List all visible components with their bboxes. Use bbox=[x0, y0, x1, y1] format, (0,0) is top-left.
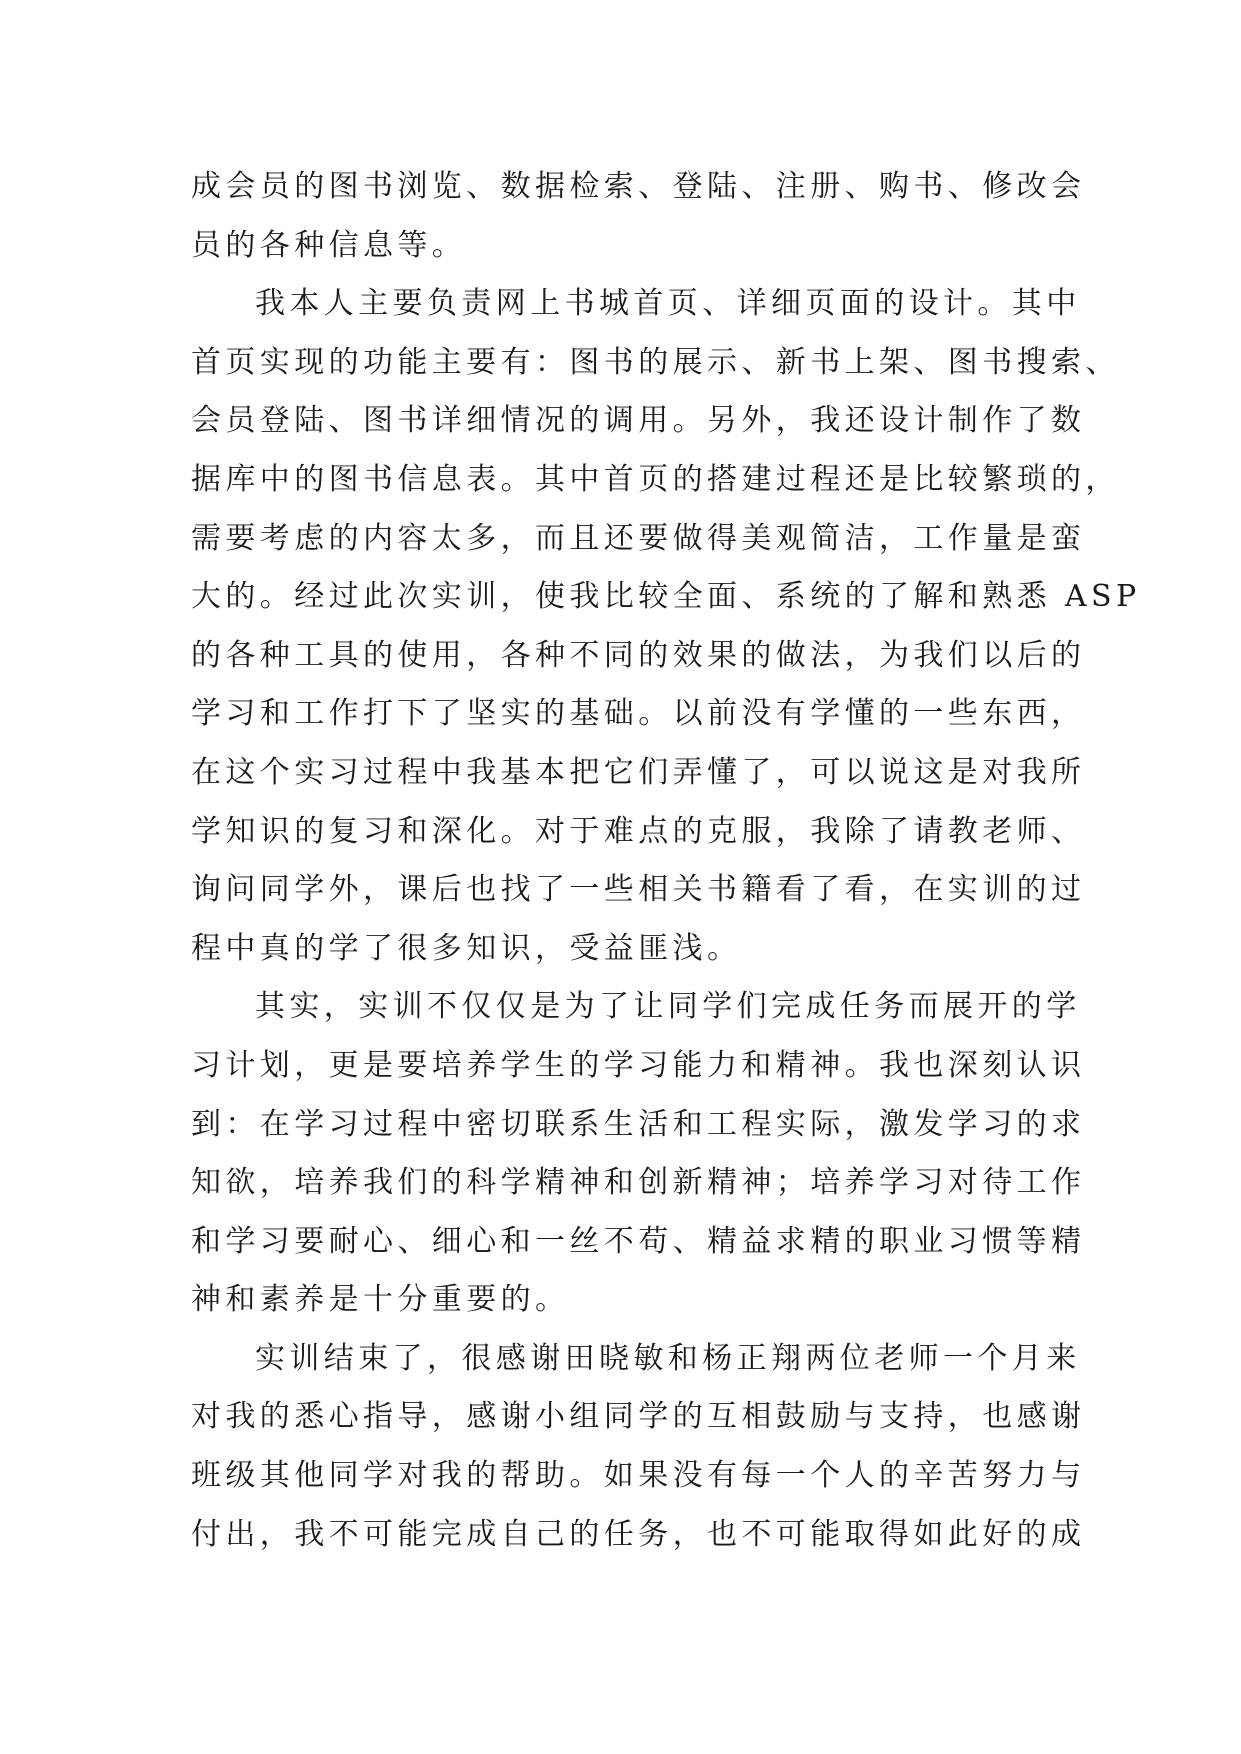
text-line: 神和素养是十分重要的。 bbox=[191, 1282, 570, 1318]
paragraph-start-line: 其实，实训不仅仅是为了让同学们完成任务而展开的学 bbox=[255, 989, 1081, 1025]
text-line: 首页实现的功能主要有：图书的展示、新书上架、图书搜索、 bbox=[191, 344, 1120, 380]
text-line: 会员登陆、图书详细情况的调用。另外，我还设计制作了数 bbox=[191, 403, 1086, 439]
paragraph-start-line: 实训结束了，很感谢田晓敏和杨正翔两位老师一个月来 bbox=[255, 1340, 1081, 1376]
paragraph-start-line: 我本人主要负责网上书城首页、详细页面的设计。其中 bbox=[255, 286, 1081, 322]
text-line: 付出，我不可能完成自己的任务，也不可能取得如此好的成 bbox=[191, 1516, 1086, 1552]
text-line: 学知识的复习和深化。对于难点的克服，我除了请教老师、 bbox=[191, 813, 1086, 849]
text-line: 习计划，更是要培养学生的学习能力和精神。我也深刻认识 bbox=[191, 1047, 1086, 1083]
text-line: 到：在学习过程中密切联系生活和工程实际，激发学习的求 bbox=[191, 1106, 1086, 1142]
text-line: 员的各种信息等。 bbox=[191, 227, 467, 263]
text-line: 程中真的学了很多知识，受益匪浅。 bbox=[191, 930, 742, 966]
text-line: 知欲，培养我们的科学精神和创新精神；培养学习对待工作 bbox=[191, 1165, 1086, 1201]
text-line: 需要考虑的内容太多，而且还要做得美观简洁，工作量是蛮 bbox=[191, 520, 1086, 556]
text-line: 班级其他同学对我的帮助。如果没有每一个人的辛苦努力与 bbox=[191, 1458, 1086, 1494]
text-line: 据库中的图书信息表。其中首页的搭建过程还是比较繁琐的， bbox=[191, 461, 1120, 497]
text-line: 成会员的图书浏览、数据检索、登陆、注册、购书、修改会 bbox=[191, 169, 1086, 204]
text-line: 学习和工作打下了坚实的基础。以前没有学懂的一些东西， bbox=[191, 696, 1086, 732]
text-line: 和学习要耐心、细心和一丝不苟、精益求精的职业习惯等精 bbox=[191, 1223, 1086, 1259]
text-line: 在这个实习过程中我基本把它们弄懂了，可以说这是对我所 bbox=[191, 754, 1086, 790]
text-line: 询问同学外，课后也找了一些相关书籍看了看，在实训的过 bbox=[191, 872, 1086, 908]
document-body bbox=[191, 158, 1141, 1564]
text-line: 大的。经过此次实训，使我比较全面、系统的了解和熟悉 ASP bbox=[191, 579, 1141, 615]
text-line: 的各种工具的使用，各种不同的效果的做法，为我们以后的 bbox=[191, 637, 1086, 673]
text-line: 对我的悉心指导，感谢小组同学的互相鼓励与支持，也感谢 bbox=[191, 1399, 1086, 1435]
